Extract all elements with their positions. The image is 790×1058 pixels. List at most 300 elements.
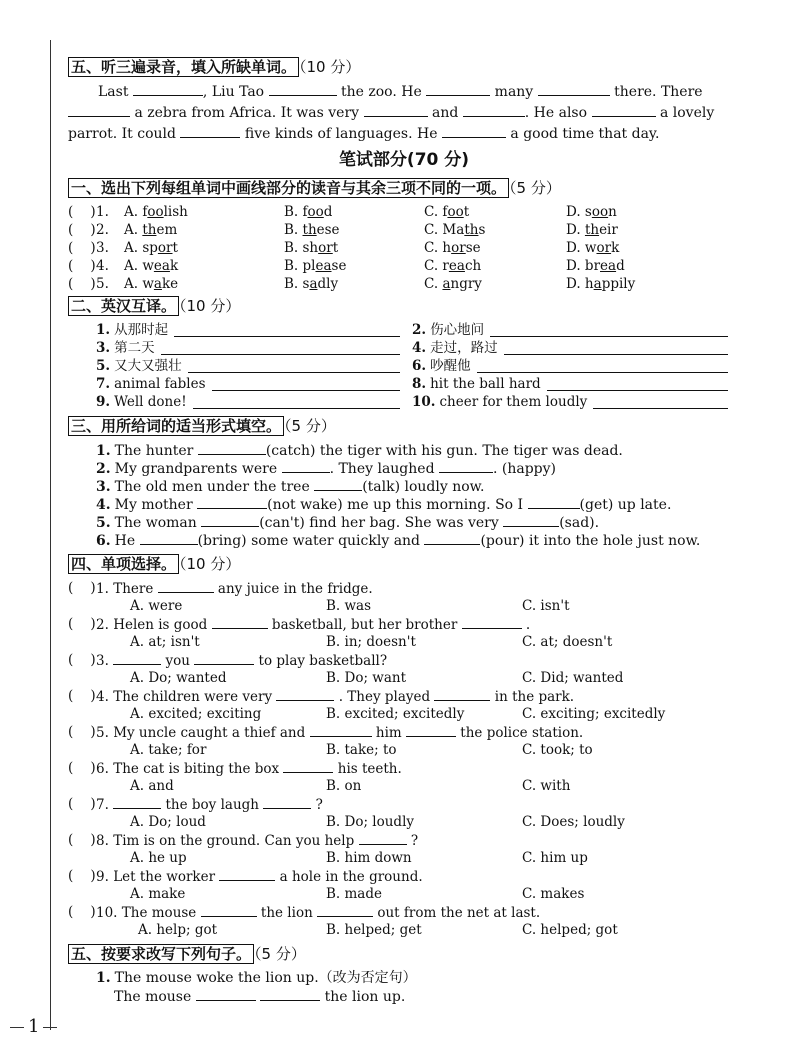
answer-line[interactable] (504, 340, 728, 355)
answer-line[interactable] (477, 358, 728, 373)
option-text: D. w (566, 240, 597, 256)
answer-blank[interactable] (201, 903, 257, 917)
underlined-letters: a (153, 276, 162, 292)
translation-prompt: hit the ball hard (430, 376, 541, 392)
phonics-option-c (424, 221, 566, 239)
phonics-option-b (284, 239, 424, 257)
option-text: n (608, 204, 617, 220)
option-b[interactable]: B. Do; loudly (326, 814, 415, 830)
answer-line[interactable] (193, 394, 400, 409)
answer-blank[interactable] (198, 441, 266, 455)
answer-blank[interactable] (276, 687, 334, 701)
phonics-question (68, 221, 740, 239)
question-number: 9. (96, 394, 111, 410)
question-number: 4. (96, 258, 109, 274)
listening-text: a good time that day. (510, 126, 660, 142)
single-choice-question (68, 579, 740, 597)
question-text: Tim is on the ground. Can you help (113, 833, 355, 849)
answer-parenthesis[interactable]: ( ) (68, 796, 96, 812)
phonics-option-a (124, 221, 284, 239)
option-text: em (156, 222, 178, 238)
answer-options (68, 669, 740, 687)
answer-blank[interactable] (314, 477, 362, 491)
single-choice-question (68, 795, 740, 813)
underlined-letters: ea (600, 258, 617, 274)
option-text: se (465, 240, 481, 256)
listening-text: parrot. It could (68, 126, 176, 142)
answer-blank[interactable] (196, 987, 256, 1001)
phonics-heading (68, 177, 740, 199)
answer-options (68, 813, 740, 831)
phonics-option-a (124, 239, 284, 257)
question-number-value: 1 (96, 204, 105, 220)
translation-grid (68, 321, 740, 411)
option-text: k (611, 240, 620, 256)
single-choice-question (68, 651, 740, 669)
translation-item (412, 357, 740, 375)
question-number: 2. (96, 222, 109, 238)
answer-parenthesis[interactable]: ( ) (68, 204, 96, 220)
answer-blank[interactable] (201, 513, 259, 527)
answer-blank[interactable] (463, 103, 525, 117)
option-a[interactable]: A. he up (130, 850, 187, 866)
option-text: ch (464, 258, 482, 274)
option-a[interactable]: A. take; for (130, 742, 207, 758)
underlined-letters: or (318, 240, 333, 256)
question-text: (talk) loudly now. (362, 479, 485, 495)
option-b[interactable]: B. excited; excitedly (326, 706, 465, 722)
translation-prompt: 又大又强壮 (114, 358, 182, 374)
answer-parenthesis[interactable]: ( ) (68, 652, 96, 668)
question-number-value: 5 (96, 276, 105, 292)
phonics-option-a (124, 275, 284, 293)
translation-item (412, 393, 740, 411)
question-number: 2. (412, 322, 427, 338)
single-choice-score: （10 分） (179, 555, 241, 573)
question-text: any juice in the fridge. (217, 581, 373, 597)
question-number-value: 3 (96, 240, 105, 256)
fill-form-question (68, 531, 740, 549)
answer-options (68, 777, 740, 795)
answer-blank[interactable] (364, 103, 428, 117)
option-a[interactable]: A. Do; loud (130, 814, 206, 830)
page-number (6, 1016, 61, 1037)
translation-item (68, 375, 412, 393)
fill-forms-heading (68, 415, 740, 437)
question-number: 3. (96, 240, 109, 256)
phonics-option-c (424, 257, 566, 275)
option-c[interactable]: C. him up (522, 850, 588, 866)
listening-text: . He also (524, 105, 588, 121)
translation-item (68, 321, 412, 339)
option-text: t (332, 240, 339, 256)
underlined-letters: th (302, 222, 317, 238)
question-number: 10. (412, 394, 436, 410)
question-text: Helen is good (113, 617, 208, 633)
question-text: out from the net at last. (377, 905, 541, 921)
question-text: (not wake) me up this morning. So I (267, 497, 524, 513)
option-c[interactable]: C. Does; loudly (522, 814, 625, 830)
translation-item (412, 375, 740, 393)
answer-parenthesis[interactable]: ( ) (68, 258, 96, 274)
option-b[interactable]: B. on (326, 778, 362, 794)
option-text: D. br (566, 258, 601, 274)
phonics-option-d (566, 275, 635, 293)
question-number: 5. (96, 725, 109, 741)
answer-blank[interactable] (462, 615, 522, 629)
option-c[interactable]: C. at; doesn't (522, 634, 613, 650)
answer-blank[interactable] (269, 82, 337, 96)
single-choice-question (68, 723, 740, 741)
question-text: his teeth. (337, 761, 402, 777)
answer-parenthesis[interactable]: ( ) (68, 904, 96, 920)
option-text: ke (161, 276, 179, 292)
option-text: d (616, 258, 625, 274)
answer-parenthesis[interactable]: ( ) (68, 222, 96, 238)
underlined-letters: or (596, 240, 612, 256)
answer-blank[interactable] (180, 124, 240, 138)
question-text: ? (410, 833, 419, 849)
question-text: a hole in the ground. (279, 869, 423, 885)
option-a[interactable]: A. make (130, 886, 186, 902)
fill-forms-score: （5 分） (284, 417, 336, 435)
answer-parenthesis[interactable]: ( ) (68, 868, 96, 884)
phonics-option-b (284, 275, 424, 293)
option-a[interactable]: A. and (130, 778, 174, 794)
option-b[interactable]: B. take; to (326, 742, 397, 758)
translation-prompt: 从那时起 (114, 322, 169, 338)
answer-blank[interactable] (426, 82, 490, 96)
question-number: 1. (96, 443, 111, 459)
listening-text: a lovely (659, 105, 715, 121)
option-a[interactable]: A. help; got (138, 922, 218, 938)
question-stem (96, 759, 740, 777)
phonics-option-a (124, 203, 284, 221)
question-stem (96, 903, 740, 921)
question-number: 3. (96, 340, 111, 356)
option-b[interactable]: B. Do; want (326, 670, 407, 686)
answer-blank[interactable] (283, 759, 333, 773)
option-c[interactable]: C. Did; wanted (522, 670, 624, 686)
answer-blank[interactable] (317, 903, 373, 917)
answer-options (68, 597, 740, 615)
question-number: 1. (96, 581, 109, 597)
answer-blank[interactable] (219, 867, 275, 881)
answer-blank[interactable] (113, 651, 161, 665)
option-b[interactable]: B. made (326, 886, 382, 902)
option-c[interactable]: C. isn't (522, 598, 570, 614)
question-number: 4. (412, 340, 427, 356)
option-text: B. sh (284, 240, 319, 256)
question-number: 6. (96, 761, 109, 777)
written-part-title: 笔试部分(70 分) (338, 150, 470, 170)
phonics-option-b (284, 203, 424, 221)
listening-text: there. There (614, 84, 703, 100)
underlined-letters: th (142, 222, 157, 238)
option-text: ngry (450, 276, 482, 292)
phonics-title: 一、选出下列每组单词中画线部分的读音与其余三项不同的一项。 (68, 178, 509, 198)
fill-form-question (68, 477, 740, 495)
option-text: D. s (566, 204, 592, 220)
question-text: the lion (260, 905, 313, 921)
listening-text: , Liu Tao (202, 84, 265, 100)
answer-parenthesis[interactable]: ( ) (68, 580, 96, 596)
question-number: 5. (96, 358, 111, 374)
answer-line[interactable] (593, 394, 728, 409)
option-text: C. h (424, 240, 452, 256)
answer-blank[interactable] (263, 795, 311, 809)
phonics-option-a (124, 257, 284, 275)
underlined-letters: a (593, 276, 602, 292)
answer-options (68, 741, 740, 759)
question-text: My uncle caught a thief and (113, 725, 306, 741)
question-stem (96, 831, 740, 849)
option-text: A. (124, 222, 143, 238)
option-text: D. (566, 222, 585, 238)
option-text: C. Ma (424, 222, 465, 238)
question-text: ? (315, 797, 323, 813)
answer-line[interactable] (161, 340, 400, 355)
question-number: 3. (96, 653, 109, 669)
option-b[interactable]: B. in; doesn't (326, 634, 416, 650)
rewrite-question-1 (68, 969, 740, 987)
underlined-letters: ea (153, 258, 170, 274)
question-text: you (165, 653, 190, 669)
answer-blank[interactable] (424, 531, 480, 545)
answer-blank[interactable] (212, 615, 268, 629)
translation-item (68, 357, 412, 375)
fill-forms-list (68, 441, 740, 549)
answer-line[interactable] (188, 358, 400, 373)
question-number: 10. (96, 905, 118, 921)
option-text: lish (163, 204, 188, 220)
question-text: My grandparents were (114, 461, 278, 477)
underlined-letters: oo (447, 204, 464, 220)
phonics-option-c (424, 275, 566, 293)
answer-options (68, 849, 740, 867)
answer-line[interactable] (212, 376, 400, 391)
option-c[interactable]: C. exciting; excitedly (522, 706, 666, 722)
phonics-option-c (424, 203, 566, 221)
option-text: B. (284, 222, 303, 238)
question-text: . (525, 617, 531, 633)
question-text: The mouse (121, 905, 197, 921)
answer-blank[interactable] (434, 687, 490, 701)
option-text: s (478, 222, 486, 238)
option-c[interactable]: C. helped; got (522, 922, 618, 938)
question-text: in the park. (494, 689, 575, 705)
question-text: The old men under the tree (114, 479, 310, 495)
question-text: (pour) it into the hole just now. (480, 533, 701, 549)
answer-blank[interactable] (140, 531, 198, 545)
listening-line-2 (68, 103, 740, 122)
rewrite-answer-1 (68, 987, 740, 1005)
question-number: 1. (96, 204, 109, 220)
question-text: . They played (338, 689, 431, 705)
answer-parenthesis[interactable]: ( ) (68, 760, 96, 776)
underlined-letters: or (451, 240, 466, 256)
single-choice-list (68, 579, 740, 939)
question-stem (96, 867, 740, 885)
underlined-letters: oo (307, 204, 324, 220)
listening-heading (68, 56, 740, 78)
underlined-letters: oo (591, 204, 609, 220)
option-b[interactable]: B. him down (326, 850, 412, 866)
option-a[interactable]: A. were (130, 598, 183, 614)
single-choice-question (68, 615, 740, 633)
option-text: se (331, 258, 347, 274)
answer-options (68, 705, 740, 723)
phonics-option-d (566, 221, 618, 239)
page-number-dash-right (43, 1027, 57, 1028)
answer-blank[interactable] (133, 82, 203, 96)
answer-blank[interactable] (282, 459, 330, 473)
single-choice-question (68, 831, 740, 849)
translation-prompt: 走过，路过 (430, 340, 498, 356)
translation-item (68, 339, 412, 357)
question-number: 1. (96, 322, 111, 338)
option-text: A. w (124, 258, 154, 274)
phonics-question (68, 203, 740, 221)
answer-parenthesis[interactable]: ( ) (68, 276, 96, 292)
question-number: 2. (96, 617, 109, 633)
option-b[interactable]: B. helped; get (326, 922, 422, 938)
option-a[interactable]: A. Do; wanted (130, 670, 227, 686)
single-choice-question (68, 759, 740, 777)
answer-blank[interactable] (503, 513, 559, 527)
option-b[interactable]: B. was (326, 598, 372, 614)
answer-line[interactable] (490, 322, 728, 337)
question-text: the boy laugh (165, 797, 259, 813)
option-c[interactable]: C. makes (522, 886, 585, 902)
answer-blank[interactable] (442, 124, 506, 138)
question-number: 5. (96, 276, 109, 292)
question-text: Let the worker (113, 869, 216, 885)
fill-forms-title: 三、用所给词的适当形式填空。 (68, 416, 284, 436)
translation-heading (68, 295, 740, 317)
answer-line[interactable] (174, 322, 400, 337)
rewrite-question-text: The mouse woke the lion up.（改为否定句） (114, 970, 417, 986)
fill-form-question (68, 513, 740, 531)
translation-score: （10 分） (179, 297, 241, 315)
option-text: t (172, 240, 178, 256)
option-text: ese (316, 222, 340, 238)
option-c[interactable]: C. with (522, 778, 571, 794)
phonics-option-d (566, 239, 619, 257)
option-text: B. pl (284, 258, 316, 274)
option-text: ppily (601, 276, 636, 292)
page-left-rule (50, 40, 51, 1030)
listening-title: 五、听三遍录音，填入所缺单词。 (68, 57, 299, 77)
option-a[interactable]: A. at; isn't (130, 634, 200, 650)
translation-prompt: Well done! (114, 394, 187, 410)
translation-item (412, 321, 740, 339)
option-a[interactable]: A. excited; exciting (130, 706, 262, 722)
question-number: 8. (412, 376, 427, 392)
question-text: (can't) find her bag. She was very (259, 515, 499, 531)
answer-blank[interactable] (359, 831, 407, 845)
answer-options (68, 921, 740, 939)
answer-blank[interactable] (528, 495, 580, 509)
question-stem (96, 579, 740, 597)
phonics-question (68, 257, 740, 275)
answer-blank[interactable] (194, 651, 254, 665)
answer-blank[interactable] (68, 103, 130, 117)
answer-blank[interactable] (538, 82, 610, 96)
option-text: B. f (284, 204, 308, 220)
option-text: C. (424, 276, 443, 292)
option-text: eir (599, 222, 618, 238)
translation-item (68, 393, 412, 411)
question-stem (96, 651, 740, 669)
listening-text: Last (98, 84, 129, 100)
answer-parenthesis[interactable]: ( ) (68, 240, 96, 256)
answer-parenthesis[interactable]: ( ) (68, 832, 96, 848)
underlined-letters: oo (147, 204, 164, 220)
answer-blank[interactable] (439, 459, 493, 473)
question-number: 7. (96, 797, 109, 813)
page-number-dash (10, 1027, 24, 1028)
rewrite-score: （5 分） (254, 945, 306, 963)
option-text: A. w (124, 276, 154, 292)
question-text: The cat is biting the box (113, 761, 280, 777)
answer-blank[interactable] (260, 987, 320, 1001)
phonics-question (68, 275, 740, 293)
phonics-score: （5 分） (509, 179, 561, 197)
answer-parenthesis[interactable]: ( ) (68, 724, 96, 740)
phonics-option-d (566, 203, 617, 221)
fill-form-question (68, 459, 740, 477)
question-number: 4. (96, 497, 111, 513)
translation-prompt: animal fables (114, 376, 206, 392)
answer-line[interactable] (547, 376, 728, 391)
question-text: The woman (114, 515, 197, 531)
option-c[interactable]: C. took; to (522, 742, 593, 758)
translation-item (412, 339, 740, 357)
phonics-question-list (68, 203, 740, 293)
option-text: d (323, 204, 333, 220)
listening-text: the zoo. He (341, 84, 422, 100)
question-text: The hunter (114, 443, 194, 459)
answer-parenthesis[interactable]: ( ) (68, 616, 96, 632)
question-number: 7. (96, 376, 111, 392)
answer-blank[interactable] (197, 495, 267, 509)
listening-text: a zebra from Africa. It was very (134, 105, 360, 121)
answer-blank[interactable] (113, 795, 161, 809)
answer-blank[interactable] (406, 723, 456, 737)
answer-blank[interactable] (592, 103, 656, 117)
underlined-letters: a (309, 276, 318, 292)
question-text: My mother (114, 497, 193, 513)
answer-blank[interactable] (310, 723, 372, 737)
underlined-letters: ea (315, 258, 332, 274)
listening-line-1 (68, 82, 740, 101)
translation-prompt: 伤心地问 (430, 322, 485, 338)
question-number: 1. (96, 970, 111, 986)
listening-score: （10 分） (299, 58, 361, 76)
option-text: t (463, 204, 470, 220)
answer-blank[interactable] (158, 579, 214, 593)
rewrite-answer-text: The mouse (114, 989, 192, 1005)
question-stem (96, 723, 740, 741)
option-text: D. h (566, 276, 594, 292)
rewrite-answer-text: the lion up. (324, 989, 406, 1005)
answer-parenthesis[interactable]: ( ) (68, 688, 96, 704)
underlined-letters: th (464, 222, 479, 238)
question-text: (sad). (559, 515, 600, 531)
translation-prompt: 吵醒他 (430, 358, 471, 374)
question-text: He (114, 533, 136, 549)
